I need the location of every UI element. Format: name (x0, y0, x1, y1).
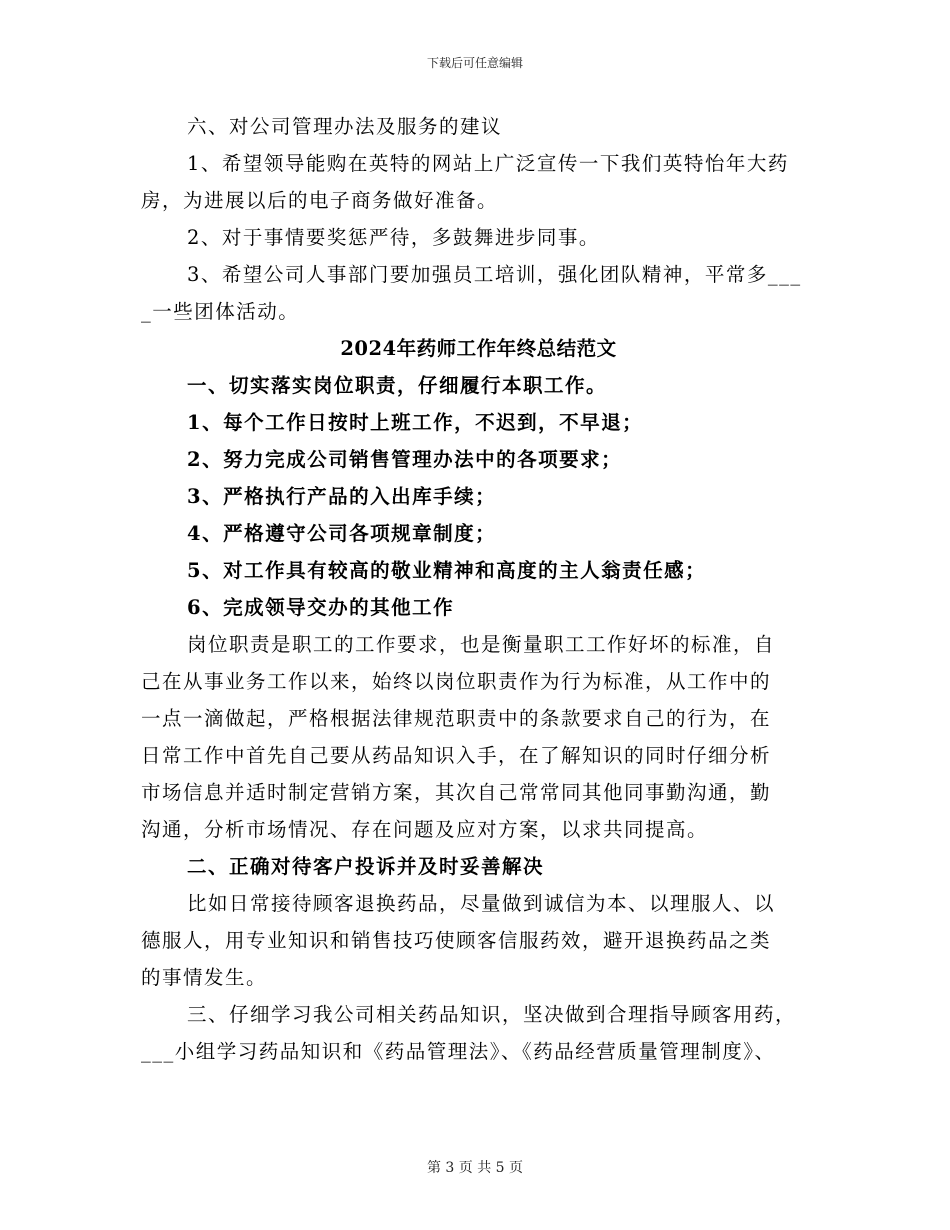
text-line: 1、希望领导能购在英特的网站上广泛宣传一下我们英特怡年大药 (187, 152, 789, 175)
text-line: 2、对于事情要奖惩严待，多鼓舞进步同事。 (187, 226, 600, 249)
text-line: 六、对公司管理办法及服务的建议 (187, 115, 503, 138)
page-footer: 第 3 页 共 5 页 (426, 1160, 524, 1176)
text-line: 岗位职责是职工的工作要求，也是衡量职工工作好坏的标准，自 (187, 633, 776, 656)
section-title: 2024年药师工作年终总结范文 (340, 337, 617, 360)
text-line: 二、正确对待客户投诉并及时妥善解决 (187, 855, 545, 878)
text-line: 3、严格执行产品的入出库手续； (187, 485, 497, 508)
page-header: 下载后可任意编辑 (426, 56, 523, 70)
text-line: 日常工作中首先自己要从药品知识入手，在了解知识的同时仔细分析 (141, 744, 772, 767)
text-line: 一、切实落实岗位职责，仔细履行本职工作。 (187, 374, 608, 397)
text-line: _一些团体活动。 (141, 300, 300, 323)
text-line: 沟通，分析市场情况、存在问题及应对方案，以求共同提高。 (141, 818, 709, 841)
text-line: 一点一滴做起，严格根据法律规范职责中的条款要求自己的行为，在 (141, 707, 772, 730)
text-line: 5、对工作具有较高的敬业精神和高度的主人翁责任感； (187, 559, 707, 582)
text-line: 己在从事业务工作以来，始终以岗位职责作为行为标准，从工作中的 (141, 670, 772, 693)
text-line: 的事情发生。 (141, 966, 268, 989)
text-line: 4、严格遵守公司各项规章制度； (187, 522, 497, 545)
text-line: 比如日常接待顾客退换药品，尽量做到诚信为本、以理服人、以 (187, 892, 776, 915)
text-line: ___小组学习药品知识和《药品管理法》、《药品经营质量管理制度》、 (141, 1040, 776, 1063)
document-body (141, 108, 816, 1070)
text-line: 1、每个工作日按时上班工作，不迟到，不早退； (187, 411, 644, 434)
text-line: 三、仔细学习我公司相关药品知识，坚决做到合理指导顾客用药， (187, 1003, 797, 1026)
text-line: 市场信息并适时制定营销方案，其次自己常常同其他同事勤沟通，勤 (141, 781, 772, 804)
text-line: 德服人，用专业知识和销售技巧使顾客信服药效，避开退换药品之类 (141, 929, 772, 952)
text-line: 6、完成领导交办的其他工作 (187, 596, 455, 619)
text-line: 2、努力完成公司销售管理办法中的各项要求； (187, 448, 623, 471)
text-line: 房，为进展以后的电子商务做好准备。 (141, 189, 499, 212)
text-line: 3、希望公司人事部门要加强员工培训，强化团队精神，平常多___ (187, 263, 802, 286)
